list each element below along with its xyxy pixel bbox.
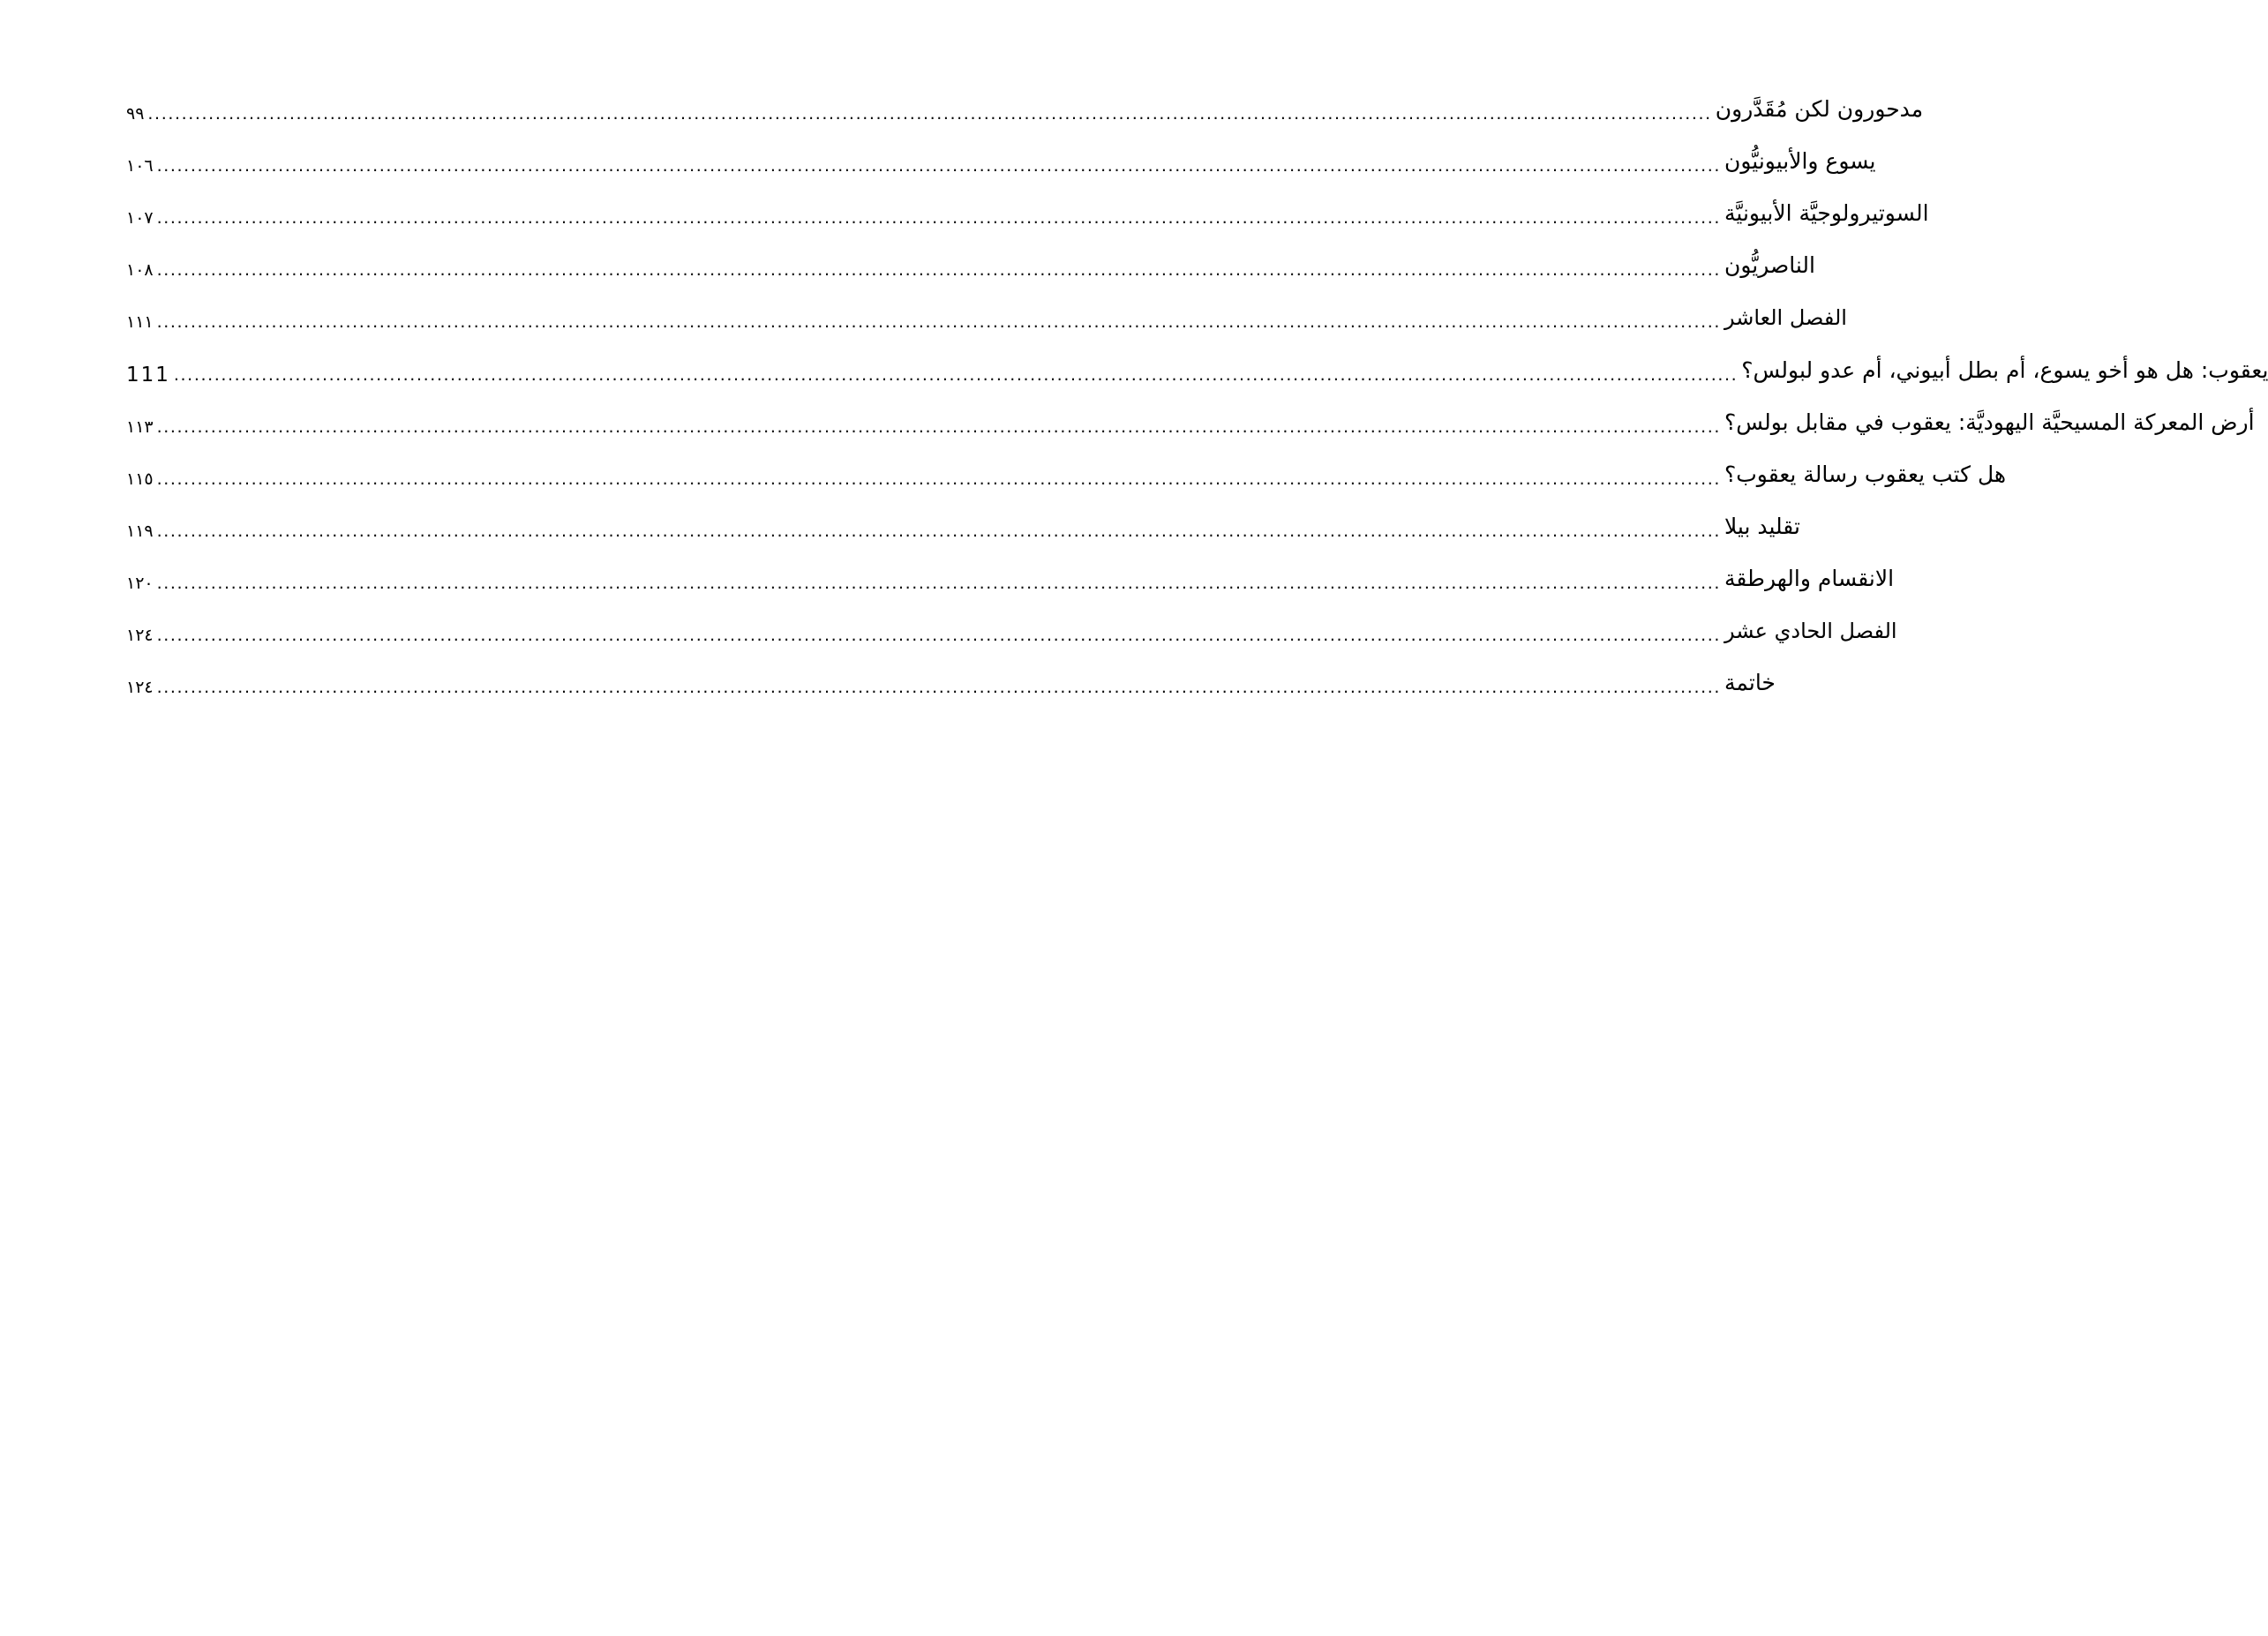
toc-dot-leader: ........................................................................................................................................................................................................................................ [147, 104, 1712, 124]
toc-dot-leader: ........................................................................................................................................................................................................................................ [173, 365, 1739, 385]
toc-chapter-entry [126, 296, 1847, 335]
toc-page-number: ١٢٠ [126, 574, 154, 593]
toc-entry [126, 662, 1776, 701]
toc-entry-title: يعقوب: هل هو أخو يسوع، أم بطل أبيوني، أم عدو لبولس؟ [1741, 357, 2268, 383]
toc-dot-leader: ........................................................................................................................................................................................................................................ [156, 260, 1721, 280]
toc-entry-title: السوتيرولوجيَّة الأبيونيَّة [1724, 200, 1929, 226]
toc-entry [126, 454, 2007, 492]
toc-page-number: ١٢٤ [126, 626, 154, 645]
toc-entry-title: يسوع والأبيونيُّون [1724, 148, 1876, 174]
toc-page-number: ١٠٨ [126, 260, 154, 280]
toc-entry [126, 244, 1815, 283]
toc-entry-title: تقليد بيلا [1724, 514, 1800, 539]
toc-entry-title: الانقسام والهرطقة [1724, 566, 1895, 591]
toc-entry [126, 558, 1895, 597]
toc-dot-leader: ........................................................................................................................................................................................................................................ [156, 156, 1721, 176]
toc-entry [126, 88, 1924, 127]
toc-dot-leader: ........................................................................................................................................................................................................................................ [156, 678, 1721, 697]
toc-page-number: ١١١ [126, 312, 154, 332]
toc-dot-leader: ........................................................................................................................................................................................................................................ [156, 574, 1721, 593]
toc-entry-title: الناصريُّون [1724, 252, 1815, 278]
toc-dot-leader: ........................................................................................................................................................................................................................................ [156, 626, 1721, 645]
toc-entry-title: أرض المعركة المسيحيَّة اليهوديَّة: يعقوب في مقابل بولس؟ [1724, 409, 2255, 435]
toc-entry [126, 401, 2255, 440]
toc-page-number: ١١٩ [126, 522, 154, 541]
toc-entry-title: مدحورون لكن مُقَدَّرون [1715, 96, 1924, 122]
toc-entry [126, 192, 1929, 231]
toc-page-number: ٩٩ [126, 104, 145, 124]
toc-page-number: ١٠٧ [126, 208, 154, 228]
toc-entry [126, 506, 1800, 544]
toc-chapter-entry [126, 610, 1897, 649]
toc-entry-title: هل كتب يعقوب رسالة يعقوب؟ [1724, 462, 2007, 487]
toc-page-number: 111 [126, 364, 170, 386]
toc-chapter-title: الفصل العاشر [1724, 305, 1847, 330]
toc-dot-leader: ........................................................................................................................................................................................................................................ [156, 469, 1721, 489]
toc-chapter-title: الفصل الحادي عشر [1724, 619, 1897, 643]
toc-entry-title: خاتمة [1724, 670, 1776, 695]
toc-entry [126, 349, 2268, 388]
toc-dot-leader: ........................................................................................................................................................................................................................................ [156, 417, 1721, 437]
toc-page-number: ١٠٦ [126, 156, 154, 176]
toc-page-number: ١١٥ [126, 469, 154, 489]
toc-dot-leader: ........................................................................................................................................................................................................................................ [156, 208, 1721, 228]
toc-page-number: ١٢٤ [126, 678, 154, 697]
toc-dot-leader: ........................................................................................................................................................................................................................................ [156, 522, 1721, 541]
toc-dot-leader: ........................................................................................................................................................................................................................................ [156, 312, 1721, 332]
toc-entry [126, 140, 1876, 179]
toc-page-number: ١١٣ [126, 417, 154, 437]
